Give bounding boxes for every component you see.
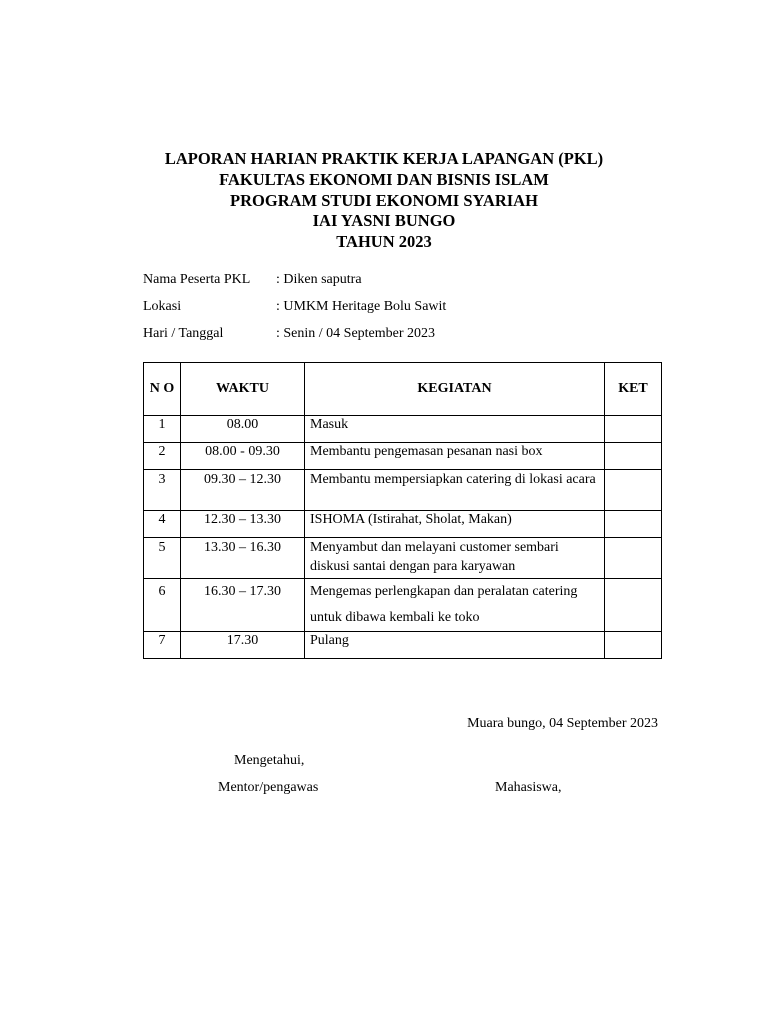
cell-ket [605,443,662,470]
title-line: FAKULTAS EKONOMI DAN BISNIS ISLAM [219,169,549,189]
cell-kegiatan: Masuk [305,416,605,443]
cell-waktu: 08.00 - 09.30 [181,443,305,470]
header-no: N O [144,363,181,416]
info-label: Nama Peserta PKL [143,272,251,287]
activity-table [143,362,662,659]
cell-no: 7 [144,632,181,659]
cell-ket [605,538,662,579]
table-row [144,632,662,659]
cell-no: 6 [144,579,181,632]
cell-no: 5 [144,538,181,579]
cell-waktu: 08.00 [181,416,305,443]
table-header-row [144,363,662,416]
info-label: Lokasi [143,299,182,314]
mentor-label: Mentor/pengawas [218,780,319,795]
table-row [144,416,662,443]
header-kegiatan: KEGIATAN [305,363,605,416]
student-label: Mahasiswa, [495,780,562,795]
cell-ket [605,632,662,659]
header-ket: KET [605,363,662,416]
cell-no: 3 [144,470,181,511]
cell-waktu: 12.30 – 13.30 [181,511,305,538]
table-row [144,538,662,579]
cell-kegiatan: Membantu pengemasan pesanan nasi box [305,443,605,470]
cell-no: 1 [144,416,181,443]
cell-waktu: 13.30 – 16.30 [181,538,305,579]
info-value: : Senin / 04 September 2023 [276,326,436,341]
table-row [144,443,662,470]
cell-kegiatan: ISHOMA (Istirahat, Sholat, Makan) [305,511,605,538]
cell-kegiatan: Mengemas perlengkapan dan peralatan catering untuk dibawa kembali ke toko [305,579,605,632]
title-line: PROGRAM STUDI EKONOMI SYARIAH [230,190,538,210]
cell-kegiatan: Menyambut dan melayani customer sembari diskusi santai dengan para karyawan [305,538,605,579]
cell-kegiatan: Pulang [305,632,605,659]
cell-kegiatan: Membantu mempersiapkan catering di lokasi acara [305,470,605,511]
info-value: : Diken saputra [276,272,362,287]
cell-waktu: 16.30 – 17.30 [181,579,305,632]
cell-ket [605,470,662,511]
cell-no: 2 [144,443,181,470]
table-row [144,511,662,538]
cell-ket [605,416,662,443]
info-label: Hari / Tanggal [143,326,224,341]
info-value: : UMKM Heritage Bolu Sawit [276,299,447,314]
cell-waktu: 17.30 [181,632,305,659]
acknowledged-label: Mengetahui, [234,753,305,768]
header-waktu: WAKTU [181,363,305,416]
table-row [144,579,662,632]
title-line: LAPORAN HARIAN PRAKTIK KERJA LAPANGAN (PKL) [164,149,604,168]
cell-ket [605,511,662,538]
cell-waktu: 09.30 – 12.30 [181,470,305,511]
title-line: IAI YASNI BUNGO [312,211,456,231]
title-line: TAHUN 2023 [336,232,432,252]
cell-ket [605,579,662,632]
cell-no: 4 [144,511,181,538]
report-title [0,149,768,253]
place-date: Muara bungo, 04 September 2023 [467,716,658,731]
table-row [144,470,662,511]
